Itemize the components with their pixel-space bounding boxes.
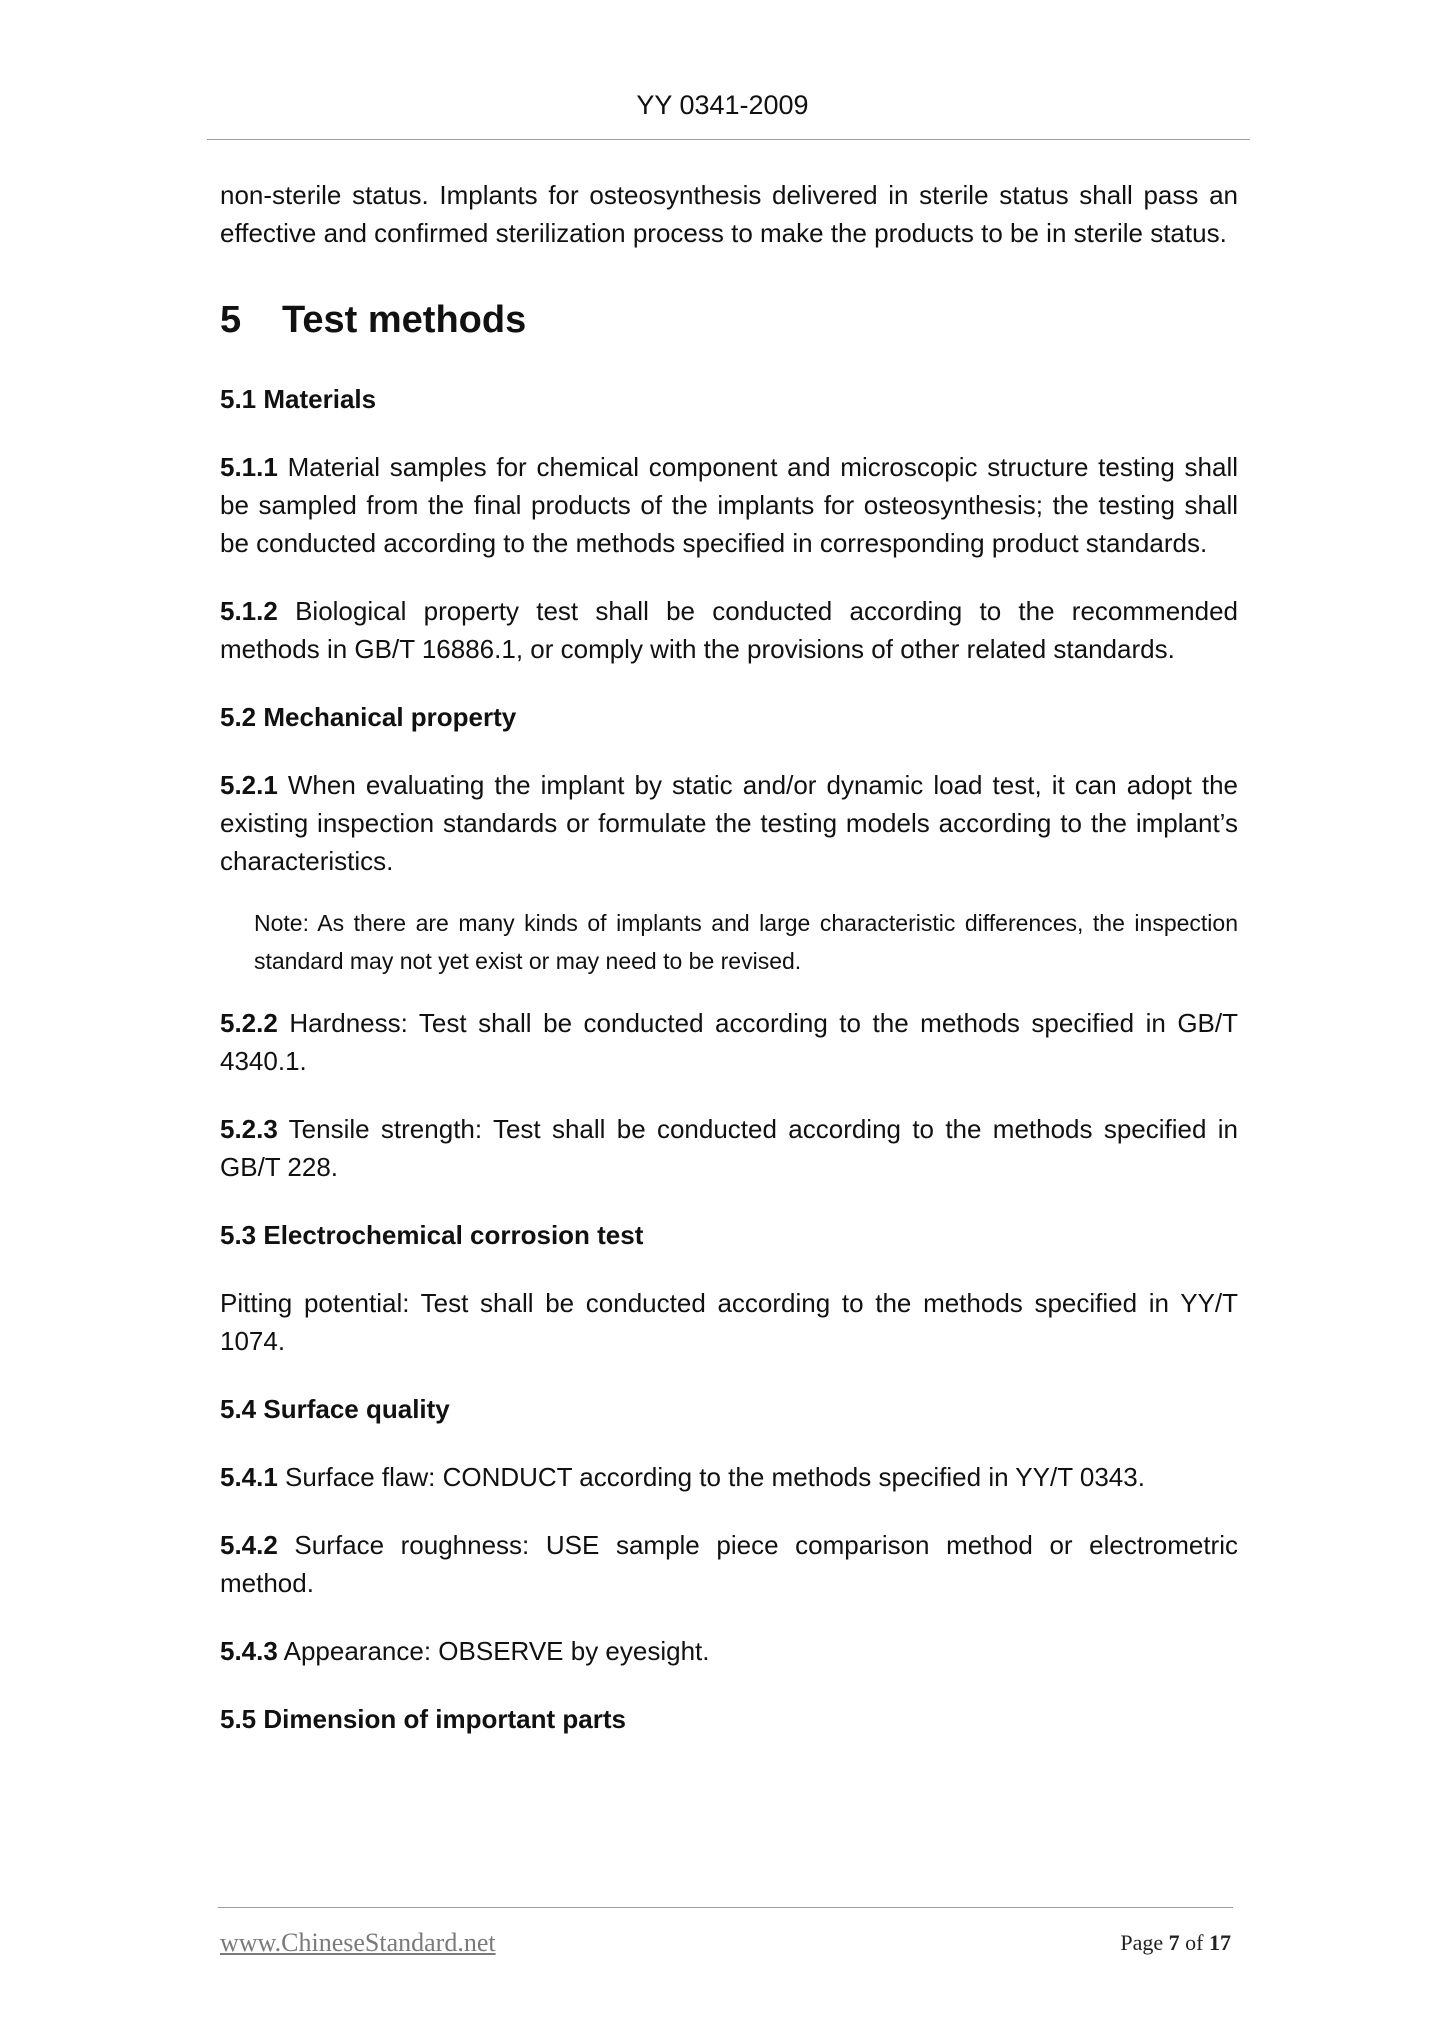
- clause-5-1-2: [220, 592, 1238, 668]
- intro-paragraph: non-sterile status. Implants for osteosynthesis delivered in sterile status shall pass an effective and confirmed sterilization process to make the products to be in sterile status.: [220, 180, 1238, 248]
- clause-number: 5.4.3: [220, 1636, 278, 1666]
- note-paragraph: Note: As there are many kinds of implants and large characteristic differences, the inspection standard may not yet exist or may need to be revised.: [254, 910, 1238, 974]
- clause-number: 5.4.2: [220, 1530, 278, 1560]
- clause-number: 5.2.2: [220, 1008, 278, 1038]
- clause-number: 5.1.2: [220, 596, 278, 626]
- clause-text: Surface flaw: CONDUCT according to the methods specified in YY/T 0343.: [277, 1462, 1145, 1492]
- clause-text: Appearance: OBSERVE by eyesight.: [277, 1636, 710, 1666]
- page-content: [220, 176, 1238, 1768]
- page-total: 17: [1209, 1930, 1231, 1955]
- clause-text: Surface roughness: USE sample piece comparison method or electrometric method.: [220, 1530, 1238, 1598]
- clause-number: 5.1.1: [220, 452, 278, 482]
- footer-page-number: [1120, 1930, 1231, 1956]
- clause-number: 5.2.3: [220, 1114, 278, 1144]
- section-number: 5: [220, 299, 242, 341]
- footer-divider: [218, 1907, 1233, 1908]
- header-doc-code: YY 0341-2009: [636, 90, 809, 120]
- clause-text: Hardness: Test shall be conducted according to the methods specified in GB/T 4340.1.: [220, 1008, 1238, 1076]
- clause-5-1-1: [220, 448, 1238, 562]
- heading-5-1: 5.1 Materials: [220, 384, 377, 414]
- clause-5-2-2: [220, 1004, 1238, 1080]
- clause-5-2-3: [220, 1110, 1238, 1186]
- footer-site-link[interactable]: www.ChineseStandard.net: [220, 1928, 496, 1957]
- section-title: Test methods: [282, 299, 527, 341]
- section-heading: [220, 296, 1238, 344]
- page-of: of: [1185, 1930, 1204, 1955]
- clause-number: 5.2.1: [220, 770, 278, 800]
- clause-number: 5.4.1: [220, 1462, 278, 1492]
- clause-5-2-1: [220, 766, 1238, 880]
- clause-5-4-1: [220, 1458, 1238, 1496]
- page-current: 7: [1168, 1930, 1180, 1955]
- heading-5-5: 5.5 Dimension of important parts: [220, 1704, 626, 1734]
- clause-5-4-3: [220, 1632, 1238, 1670]
- clause-text: Biological property test shall be conducted according to the recommended methods in GB/T 16886.1, or comply with the provisions of other related standards.: [220, 596, 1238, 664]
- heading-5-4: 5.4 Surface quality: [220, 1394, 450, 1424]
- clause-text: When evaluating the implant by static and/or dynamic load test, it can adopt the existing inspection standards or formulate the testing models according to the implant’s characteristics.: [220, 770, 1238, 876]
- heading-5-2: 5.2 Mechanical property: [220, 702, 517, 732]
- clause-text: Tensile strength: Test shall be conducted according to the methods specified in GB/T 228.: [220, 1114, 1238, 1182]
- header-divider: [207, 139, 1250, 140]
- clause-5-3-text: Pitting potential: Test shall be conducted according to the methods specified in YY/T 1074.: [220, 1288, 1238, 1356]
- clause-text: Material samples for chemical component and microscopic structure testing shall be sampled from the final products of the implants for osteosynthesis; the testing shall be conducted according to the methods specified in corresponding product standards.: [220, 452, 1238, 558]
- clause-5-4-2: [220, 1526, 1238, 1602]
- heading-5-3: 5.3 Electrochemical corrosion test: [220, 1220, 644, 1250]
- page-word: Page: [1120, 1930, 1164, 1955]
